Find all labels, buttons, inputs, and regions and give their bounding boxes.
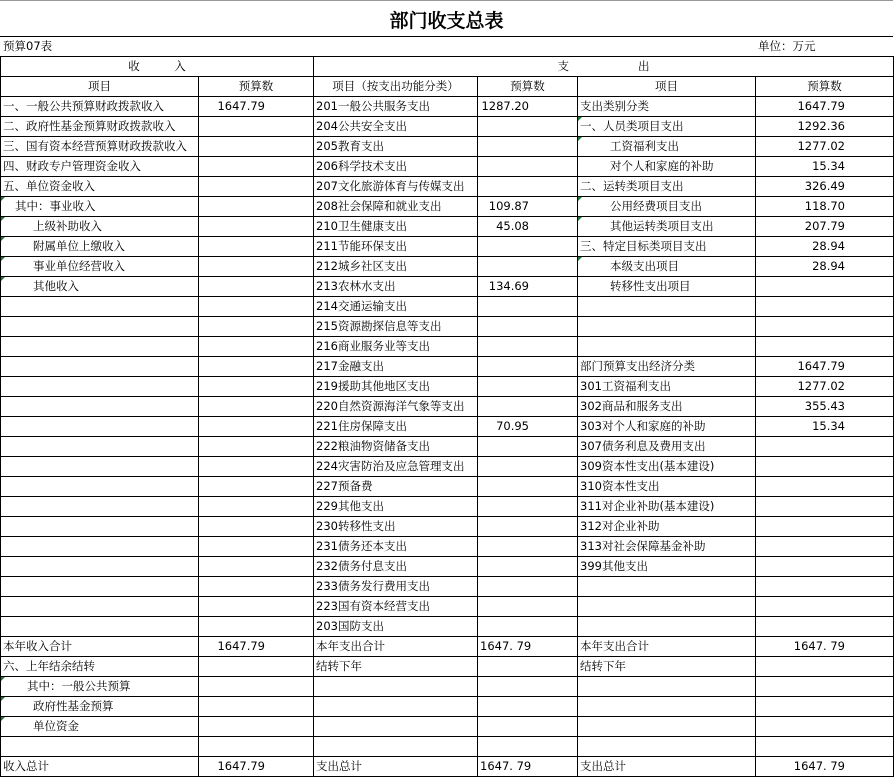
cell-category-item: 本年支出合计 — [578, 637, 756, 657]
table-row — [1, 397, 894, 417]
cell-income-item — [1, 737, 199, 757]
cell-function-item: 208社会保障和就业支出 — [314, 197, 478, 217]
table-row — [1, 617, 894, 637]
cell-category-item: 公用经费项目支出 — [578, 197, 756, 217]
cell-function-budget — [478, 157, 578, 177]
cell-category-budget — [756, 657, 894, 677]
cell-category-budget — [756, 557, 894, 577]
cell-function-budget — [478, 357, 578, 377]
cell-category-item — [578, 577, 756, 597]
cell-function-budget — [478, 617, 578, 637]
cell-function-item: 207文化旅游体育与传媒支出 — [314, 177, 478, 197]
table-row — [1, 757, 894, 777]
cell-income-item — [1, 597, 199, 617]
cell-function-item: 203国防支出 — [314, 617, 478, 637]
column-header-row — [1, 77, 894, 97]
cell-category-budget: 15.34 — [756, 417, 894, 437]
cell-income-budget: 1647.79 — [199, 97, 314, 117]
cell-income-item: 二、政府性基金预算财政拨款收入 — [1, 117, 199, 137]
table-row — [1, 577, 894, 597]
cell-category-budget: 28.94 — [756, 257, 894, 277]
cell-function-item: 224灾害防治及应急管理支出 — [314, 457, 478, 477]
cell-function-budget — [478, 457, 578, 477]
cell-function-budget — [478, 377, 578, 397]
cell-category-budget: 1277.02 — [756, 137, 894, 157]
cell-function-budget — [478, 337, 578, 357]
cell-income-budget — [199, 717, 314, 737]
cell-function-item: 212城乡社区支出 — [314, 257, 478, 277]
cell-category-item — [578, 737, 756, 757]
cell-function-item: 231债务还本支出 — [314, 537, 478, 557]
section-header-row — [1, 57, 894, 77]
cell-function-budget — [478, 517, 578, 537]
cell-category-item: 支出总计 — [578, 757, 756, 777]
cell-income-item: 上级补助收入 — [1, 217, 199, 237]
cell-function-budget — [478, 537, 578, 557]
cell-function-budget: 134.69 — [478, 277, 578, 297]
table-row — [1, 297, 894, 317]
cell-income-budget — [199, 237, 314, 257]
cell-income-item — [1, 417, 199, 437]
cell-function-item: 229其他支出 — [314, 497, 478, 517]
cell-income-item: 三、国有资本经营预算财政拨款收入 — [1, 137, 199, 157]
table-row — [1, 197, 894, 217]
cell-income-budget — [199, 277, 314, 297]
table-row — [1, 177, 894, 197]
cell-category-budget — [756, 337, 894, 357]
col-header-category-item: 项目 — [578, 77, 756, 97]
cell-category-budget: 1647.79 — [756, 97, 894, 117]
cell-function-budget — [478, 497, 578, 517]
cell-function-item: 222粮油物资储备支出 — [314, 437, 478, 457]
cell-income-item — [1, 297, 199, 317]
cell-function-item — [314, 677, 478, 697]
cell-category-budget — [756, 537, 894, 557]
cell-category-item: 302商品和服务支出 — [578, 397, 756, 417]
cell-function-budget — [478, 657, 578, 677]
cell-income-budget — [199, 537, 314, 557]
table-row — [1, 477, 894, 497]
cell-function-budget — [478, 717, 578, 737]
cell-income-item: 六、上年结余结转 — [1, 657, 199, 677]
cell-income-budget — [199, 197, 314, 217]
cell-income-item: 本年收入合计 — [1, 637, 199, 657]
unit-label: 单位：万元 — [758, 39, 816, 53]
table-row — [1, 717, 894, 737]
table-row — [1, 137, 894, 157]
table-row — [1, 217, 894, 237]
cell-category-item: 301工资福利支出 — [578, 377, 756, 397]
cell-category-budget — [756, 297, 894, 317]
table-row — [1, 317, 894, 337]
table-row — [1, 417, 894, 437]
cell-category-item: 部门预算支出经济分类 — [578, 357, 756, 377]
cell-category-budget — [756, 737, 894, 757]
cell-category-item: 支出类别分类 — [578, 97, 756, 117]
cell-income-budget: 1647.79 — [199, 757, 314, 777]
cell-income-budget — [199, 257, 314, 277]
table-row — [1, 557, 894, 577]
col-header-function-item: 项目（按支出功能分类） — [314, 77, 478, 97]
cell-category-budget — [756, 497, 894, 517]
cell-income-item — [1, 577, 199, 597]
cell-function-item: 217金融支出 — [314, 357, 478, 377]
cell-function-item: 214交通运输支出 — [314, 297, 478, 317]
cell-category-item: 三、特定目标类项目支出 — [578, 237, 756, 257]
table-row — [1, 677, 894, 697]
cell-function-budget: 1647. 79 — [478, 757, 578, 777]
expense-section-header: 支 出 — [314, 57, 894, 77]
cell-income-budget: 1647.79 — [199, 637, 314, 657]
cell-category-budget — [756, 717, 894, 737]
cell-category-item — [578, 337, 756, 357]
cell-function-item: 211节能环保支出 — [314, 237, 478, 257]
cell-function-budget — [478, 317, 578, 337]
cell-category-budget — [756, 617, 894, 637]
table-row — [1, 737, 894, 757]
cell-category-item — [578, 597, 756, 617]
cell-income-budget — [199, 377, 314, 397]
cell-function-budget: 109.87 — [478, 197, 578, 217]
cell-category-budget: 355.43 — [756, 397, 894, 417]
cell-category-item: 313对社会保障基金补助 — [578, 537, 756, 557]
col-header-function-budget: 预算数 — [478, 77, 578, 97]
cell-category-budget — [756, 577, 894, 597]
col-header-income-budget: 预算数 — [199, 77, 314, 97]
cell-category-item: 二、运转类项目支出 — [578, 177, 756, 197]
cell-income-item — [1, 397, 199, 417]
cell-function-budget — [478, 697, 578, 717]
cell-income-budget — [199, 437, 314, 457]
cell-function-item: 支出总计 — [314, 757, 478, 777]
table-row — [1, 377, 894, 397]
cell-function-item: 210卫生健康支出 — [314, 217, 478, 237]
cell-function-budget — [478, 177, 578, 197]
cell-category-item: 结转下年 — [578, 657, 756, 677]
cell-income-budget — [199, 617, 314, 637]
table-row — [1, 277, 894, 297]
table-row — [1, 457, 894, 477]
cell-function-item: 204公共安全支出 — [314, 117, 478, 137]
cell-income-item — [1, 497, 199, 517]
table-row — [1, 337, 894, 357]
cell-income-item: 收入总计 — [1, 757, 199, 777]
cell-function-budget: 70.95 — [478, 417, 578, 437]
cell-category-item: 399其他支出 — [578, 557, 756, 577]
cell-category-item: 其他运转类项目支出 — [578, 217, 756, 237]
cell-function-item: 结转下年 — [314, 657, 478, 677]
cell-category-item: 312对企业补助 — [578, 517, 756, 537]
cell-function-budget — [478, 557, 578, 577]
cell-income-item — [1, 437, 199, 457]
cell-category-item — [578, 617, 756, 637]
cell-income-budget — [199, 357, 314, 377]
cell-income-item — [1, 537, 199, 557]
cell-category-budget — [756, 517, 894, 537]
cell-function-budget — [478, 397, 578, 417]
cell-income-budget — [199, 117, 314, 137]
cell-function-budget: 45.08 — [478, 217, 578, 237]
table-row — [1, 637, 894, 657]
cell-function-budget — [478, 597, 578, 617]
cell-income-item: 事业单位经营收入 — [1, 257, 199, 277]
cell-income-budget — [199, 657, 314, 677]
cell-function-item: 219援助其他地区支出 — [314, 377, 478, 397]
cell-category-budget: 1647.79 — [756, 357, 894, 377]
cell-income-item: 其他收入 — [1, 277, 199, 297]
table-row — [1, 497, 894, 517]
cell-function-item: 216商业服务业等支出 — [314, 337, 478, 357]
cell-function-budget — [478, 577, 578, 597]
cell-function-budget — [478, 677, 578, 697]
cell-category-budget — [756, 597, 894, 617]
cell-income-item: 四、财政专户管理资金收入 — [1, 157, 199, 177]
table-row — [1, 237, 894, 257]
cell-function-item: 233债务发行费用支出 — [314, 577, 478, 597]
cell-income-item: 五、单位资金收入 — [1, 177, 199, 197]
cell-category-item: 本级支出项目 — [578, 257, 756, 277]
cell-function-item: 213农林水支出 — [314, 277, 478, 297]
cell-function-item: 220自然资源海洋气象等支出 — [314, 397, 478, 417]
table-row — [1, 697, 894, 717]
cell-income-item — [1, 517, 199, 537]
cell-function-item: 223国有资本经营支出 — [314, 597, 478, 617]
cell-income-item — [1, 377, 199, 397]
cell-income-budget — [199, 577, 314, 597]
cell-function-budget — [478, 437, 578, 457]
cell-income-budget — [199, 737, 314, 757]
cell-function-item: 206科学技术支出 — [314, 157, 478, 177]
cell-category-item: 工资福利支出 — [578, 137, 756, 157]
cell-category-budget: 326.49 — [756, 177, 894, 197]
cell-category-budget: 207.79 — [756, 217, 894, 237]
cell-income-budget — [199, 397, 314, 417]
cell-category-budget: 1647. 79 — [756, 757, 894, 777]
cell-category-budget: 15.34 — [756, 157, 894, 177]
cell-income-budget — [199, 457, 314, 477]
budget-table — [0, 56, 894, 777]
cell-function-budget — [478, 477, 578, 497]
cell-income-item — [1, 337, 199, 357]
cell-income-budget — [199, 497, 314, 517]
table-row — [1, 157, 894, 177]
cell-income-item — [1, 357, 199, 377]
cell-function-item — [314, 717, 478, 737]
cell-category-item — [578, 677, 756, 697]
cell-function-item: 本年支出合计 — [314, 637, 478, 657]
cell-category-budget — [756, 477, 894, 497]
cell-category-budget — [756, 677, 894, 697]
cell-category-item — [578, 317, 756, 337]
cell-income-budget — [199, 477, 314, 497]
cell-income-item: 其中：事业收入 — [1, 197, 199, 217]
cell-income-budget — [199, 557, 314, 577]
cell-income-item — [1, 617, 199, 637]
cell-category-item: 一、人员类项目支出 — [578, 117, 756, 137]
cell-income-item: 一、一般公共预算财政拨款收入 — [1, 97, 199, 117]
cell-income-item — [1, 317, 199, 337]
table-row — [1, 597, 894, 617]
cell-function-budget — [478, 237, 578, 257]
cell-income-budget — [199, 697, 314, 717]
table-body — [1, 57, 894, 777]
cell-income-budget — [199, 177, 314, 197]
cell-category-item: 311对企业补助(基本建设) — [578, 497, 756, 517]
cell-income-budget — [199, 597, 314, 617]
cell-category-item: 对个人和家庭的补助 — [578, 157, 756, 177]
cell-function-budget — [478, 257, 578, 277]
cell-income-budget — [199, 297, 314, 317]
cell-income-item: 其中：一般公共预算 — [1, 677, 199, 697]
cell-function-budget: 1287.20 — [478, 97, 578, 117]
cell-category-item: 303对个人和家庭的补助 — [578, 417, 756, 437]
cell-category-budget — [756, 437, 894, 457]
cell-function-budget: 1647. 79 — [478, 637, 578, 657]
table-row — [1, 257, 894, 277]
col-header-category-budget: 预算数 — [756, 77, 894, 97]
cell-function-item: 205教育支出 — [314, 137, 478, 157]
cell-income-budget — [199, 137, 314, 157]
cell-income-item — [1, 557, 199, 577]
cell-income-budget — [199, 517, 314, 537]
cell-function-item — [314, 737, 478, 757]
table-row — [1, 437, 894, 457]
cell-category-item — [578, 717, 756, 737]
cell-function-item — [314, 697, 478, 717]
cell-income-budget — [199, 677, 314, 697]
cell-category-item: 307债务利息及费用支出 — [578, 437, 756, 457]
cell-category-item — [578, 297, 756, 317]
cell-function-item: 227预备费 — [314, 477, 478, 497]
cell-income-budget — [199, 417, 314, 437]
table-row — [1, 97, 894, 117]
cell-function-item: 221住房保障支出 — [314, 417, 478, 437]
cell-function-budget — [478, 117, 578, 137]
cell-category-budget — [756, 317, 894, 337]
cell-income-item: 政府性基金预算 — [1, 697, 199, 717]
table-row — [1, 357, 894, 377]
cell-function-budget — [478, 297, 578, 317]
cell-category-budget: 1292.36 — [756, 117, 894, 137]
cell-income-budget — [199, 217, 314, 237]
income-section-header: 收 入 — [1, 57, 314, 77]
cell-category-item: 310资本性支出 — [578, 477, 756, 497]
cell-function-item: 201一般公共服务支出 — [314, 97, 478, 117]
cell-category-item: 转移性支出项目 — [578, 277, 756, 297]
cell-income-item: 附属单位上缴收入 — [1, 237, 199, 257]
cell-category-item: 309资本性支出(基本建设) — [578, 457, 756, 477]
cell-function-item: 230转移性支出 — [314, 517, 478, 537]
cell-function-item: 232债务付息支出 — [314, 557, 478, 577]
cell-category-budget: 1277.02 — [756, 377, 894, 397]
cell-function-item: 215资源勘探信息等支出 — [314, 317, 478, 337]
form-code: 预算07表 — [3, 39, 53, 53]
cell-category-item — [578, 697, 756, 717]
cell-category-budget — [756, 697, 894, 717]
cell-income-item — [1, 457, 199, 477]
col-header-income-item: 项目 — [1, 77, 199, 97]
cell-income-item: 单位资金 — [1, 717, 199, 737]
cell-function-budget — [478, 737, 578, 757]
table-row — [1, 657, 894, 677]
cell-function-budget — [478, 137, 578, 157]
page-title: 部门收支总表 — [0, 0, 893, 37]
cell-category-budget: 28.94 — [756, 237, 894, 257]
cell-category-budget — [756, 457, 894, 477]
cell-category-budget — [756, 277, 894, 297]
cell-income-budget — [199, 337, 314, 357]
cell-income-budget — [199, 157, 314, 177]
cell-income-item — [1, 477, 199, 497]
table-row — [1, 537, 894, 557]
cell-category-budget: 1647. 79 — [756, 637, 894, 657]
table-row — [1, 117, 894, 137]
cell-category-budget: 118.70 — [756, 197, 894, 217]
table-row — [1, 517, 894, 537]
cell-income-budget — [199, 317, 314, 337]
